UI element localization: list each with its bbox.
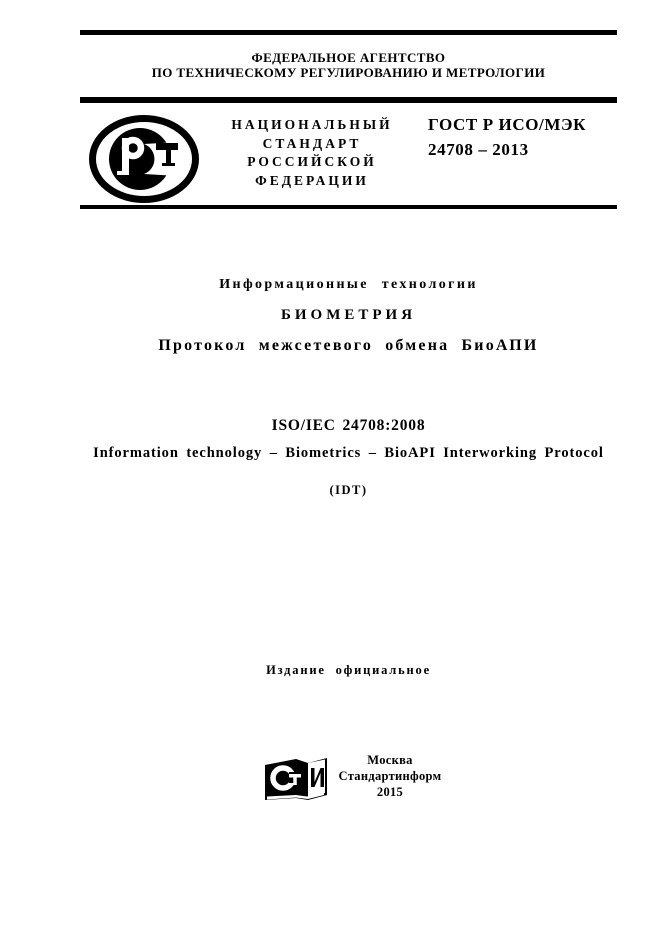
standartinform-logo-icon [263, 756, 329, 808]
standard-type-block [213, 116, 411, 190]
imprint-year: 2015 [376, 785, 404, 799]
title-ru-detail: Протокол межсетевого обмена БиоАПИ [158, 337, 539, 354]
title-en: Information technology – Biometrics – BioAPI Interworking Protocol [93, 445, 604, 461]
edition-note: Издание официальное [266, 663, 431, 677]
title-ru-subject: Информационные технологии [219, 277, 478, 292]
header-divider [80, 97, 617, 103]
standard-type-line3: РОССИЙСКОЙ [247, 154, 377, 169]
top-divider [80, 30, 617, 35]
agency-line2: ПО ТЕХНИЧЕСКОМУ РЕГУЛИРОВАНИЮ И МЕТРОЛОГИИ [151, 65, 546, 80]
standard-designation [428, 112, 586, 162]
agency-line1: ФЕДЕРАЛЬНОЕ АГЕНТСТВО [251, 50, 446, 65]
equivalence-degree: (IDT) [329, 483, 368, 497]
imprint-city: Москва [367, 753, 413, 767]
agency-header [80, 50, 617, 80]
imprint-block [322, 752, 458, 800]
designation-divider [80, 205, 617, 209]
rst-conformity-mark-icon [88, 114, 200, 204]
designation-line1: ГОСТ Р ИСО/МЭК [428, 115, 587, 134]
iso-reference: ISO/IEC 24708:2008 [271, 417, 426, 434]
title-ru-main: БИОМЕТРИЯ [280, 307, 417, 323]
imprint-publisher: Стандартинформ [338, 769, 442, 783]
standard-type-line1: НАЦИОНАЛЬНЫЙ [231, 117, 393, 132]
standard-type-line4: ФЕДЕРАЦИИ [255, 172, 369, 188]
designation-line2: 24708 – 2013 [428, 140, 529, 159]
standard-type-line2: СТАНДАРТ [262, 135, 362, 151]
